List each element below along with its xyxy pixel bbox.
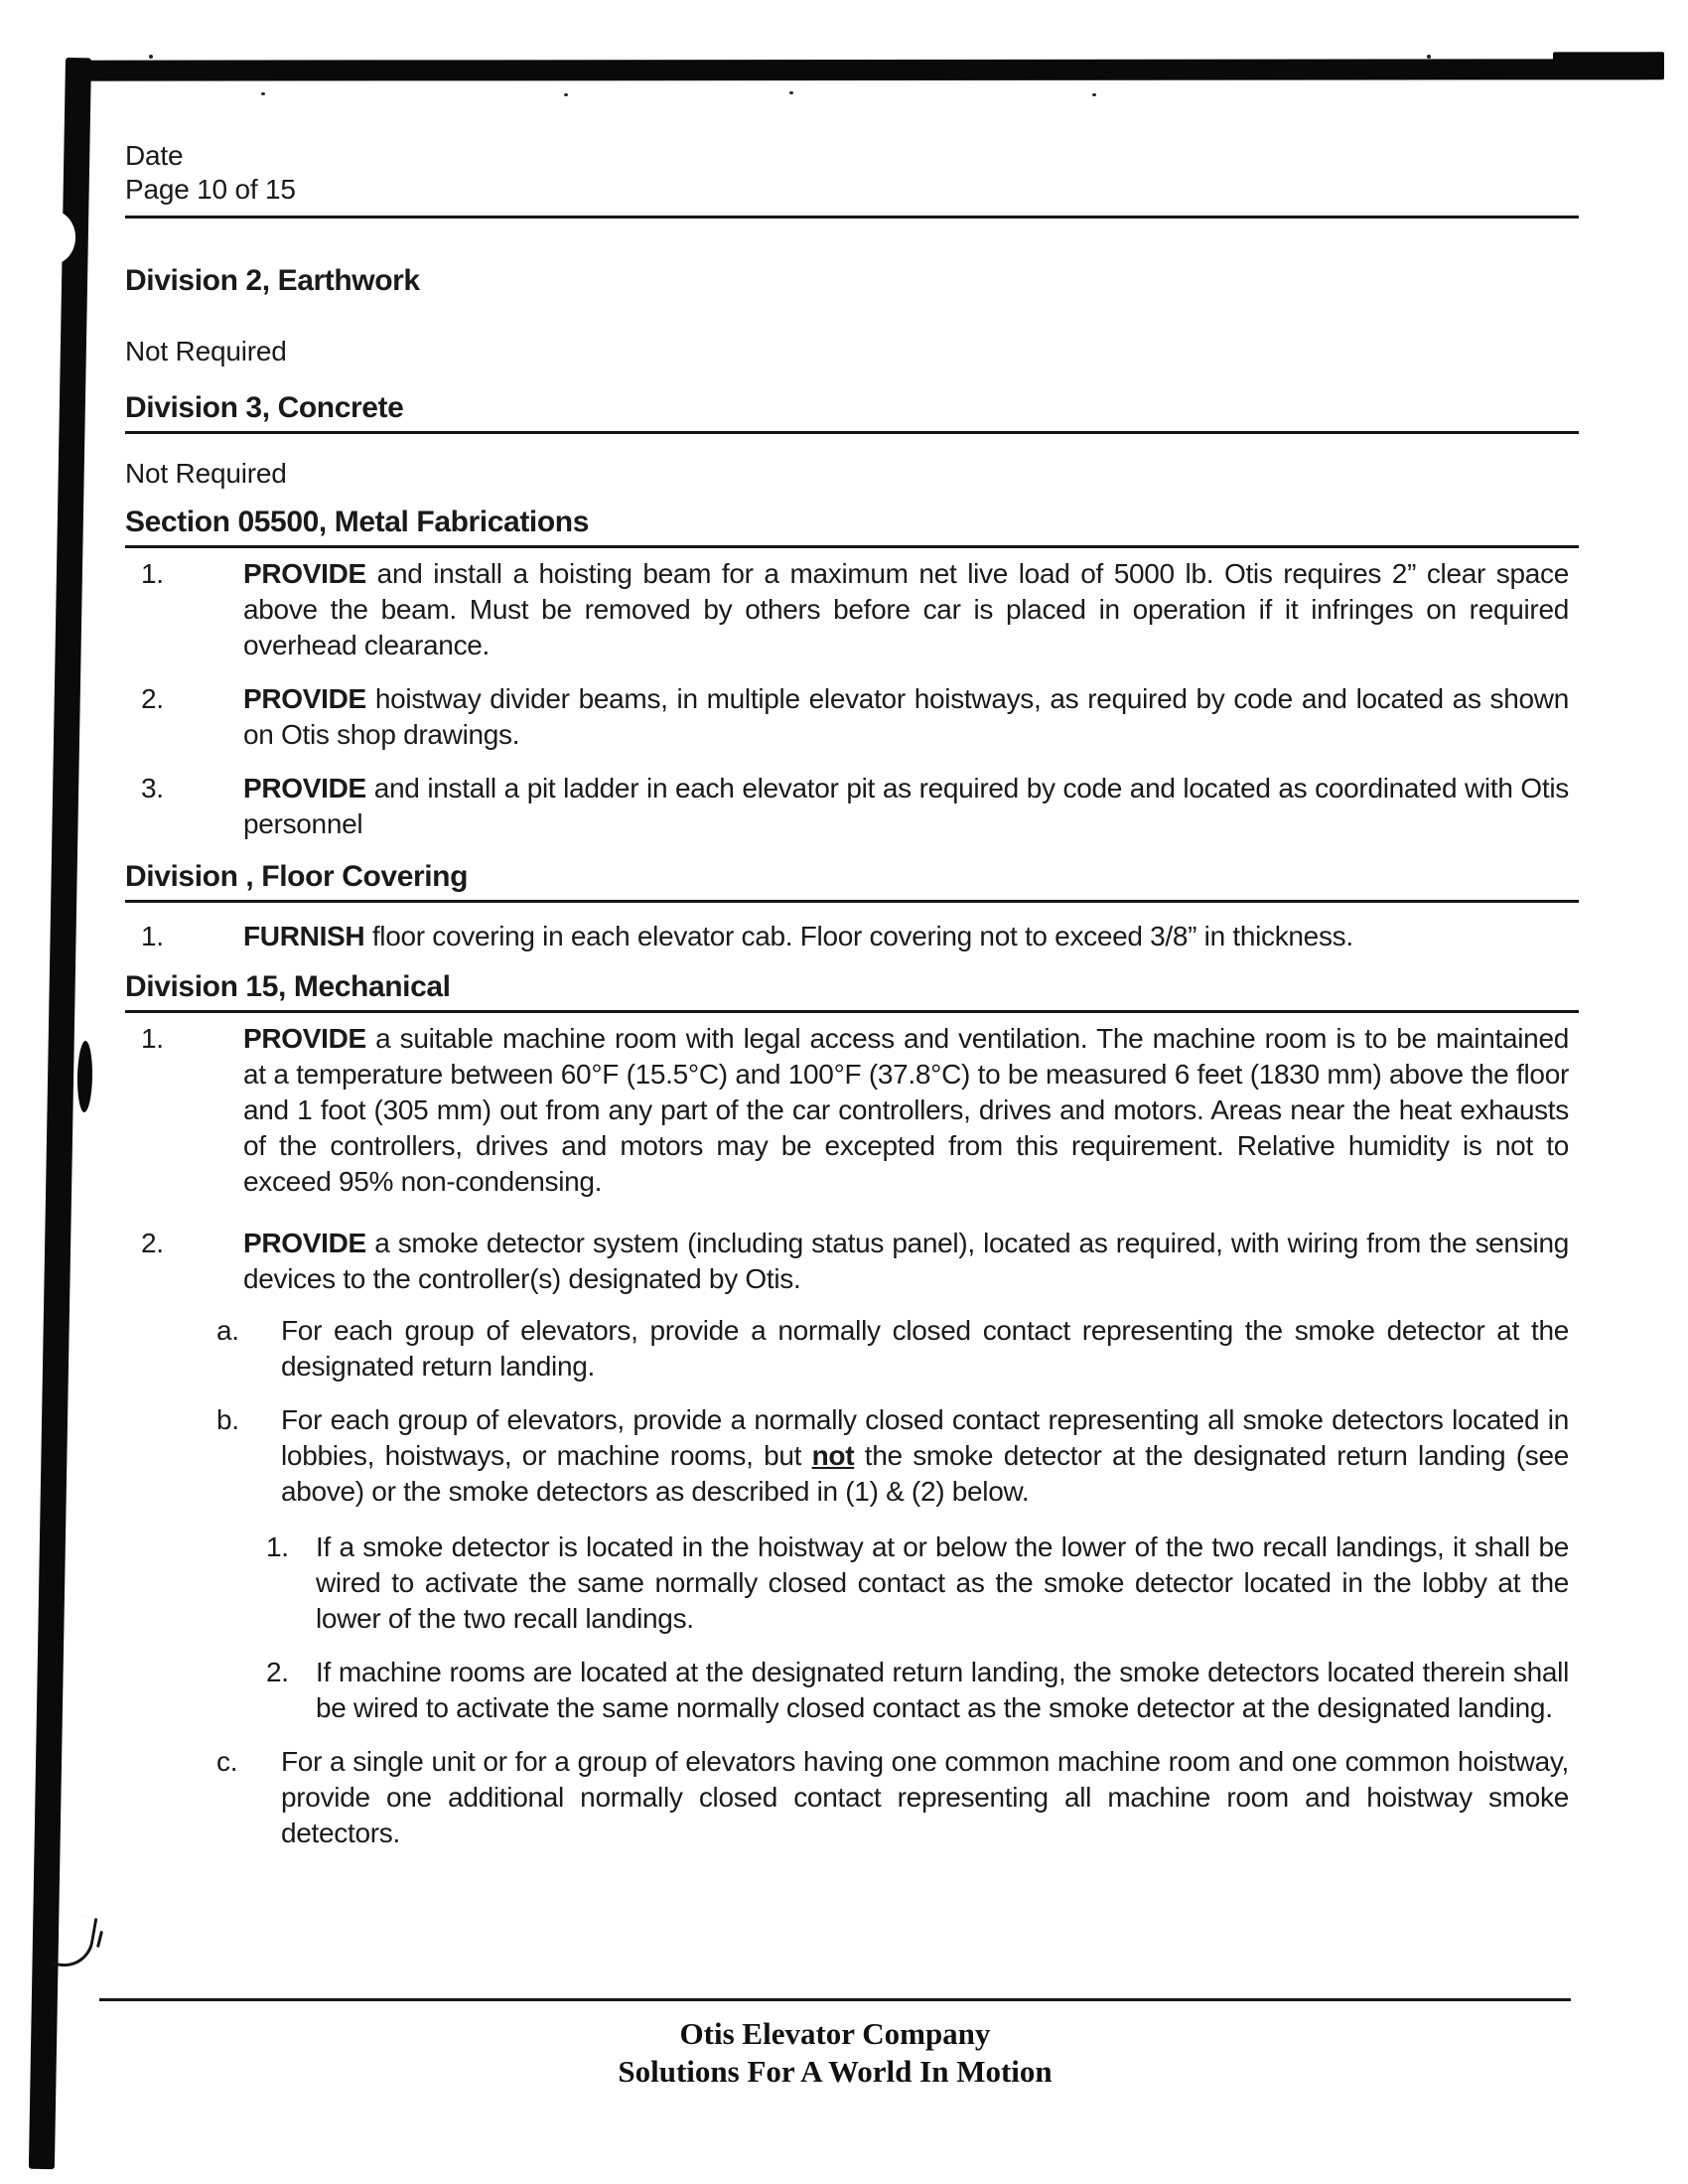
list-item-number: 3.: [141, 773, 164, 803]
list-item-text: FURNISH floor covering in each elevator cab. Floor covering not to exceed 3/8” in thickness.: [243, 921, 1353, 951]
lead-word: FURNISH: [243, 921, 365, 951]
list-item-05500-1: [141, 556, 1569, 663]
list-item-text: If a smoke detector is located in the hoistway at or below the lower of the two recall landings, it shall be wired to activate the same normally closed contact as the smoke detector located in the lobby at the lower of the two recall landings.: [316, 1531, 1569, 1634]
date-label: Date: [125, 140, 184, 171]
list-item-number: 2.: [141, 1228, 164, 1258]
list-item-div15-1: [141, 1021, 1569, 1200]
list-item-05500-2: [141, 681, 1569, 753]
list-item-text: PROVIDE a suitable machine room with legal access and ventilation. The machine room is to be maintained at a temperature between 60°F (15.5°C) and 100°F (37.8°C) to be measured 6 feet (1830 mm) above the floor and 1 foot (305 mm) out from any part of the car controllers, drives and motors. Areas near the heat exhausts of the controllers, drives and motors may be excepted from this requirement. Relative humidity is not to exceed 95% non-condensing.: [243, 1023, 1569, 1197]
list-item-number: 1.: [141, 921, 164, 951]
list-item-text: For each group of elevators, provide a normally closed contact representing the smoke detector at the designated return landing.: [281, 1315, 1569, 1382]
list-item-div15-2b-1: [266, 1529, 1569, 1637]
list-item-text: For each group of elevators, provide a normally closed contact representing all smoke detectors located in lobbies, hoistways, or machine rooms, but not the smoke detector at the designated return landing (see above) or the smoke detectors as described in (1) & (2) below.: [281, 1404, 1569, 1507]
list-item-div15-2b-2: [266, 1655, 1569, 1726]
list-item-floor-1: [141, 919, 1569, 954]
heading-division-15-mechanical: Division 15, Mechanical: [125, 970, 1579, 1013]
list-item-text: PROVIDE and install a hoisting beam for a maximum net live load of 5000 lb. Otis requires 2” clear space above the beam. Must be removed by others before car is placed in operation if it infringes on required overhead clearance.: [243, 558, 1569, 660]
heading-division-floor-covering: Division , Floor Covering: [125, 860, 1579, 903]
lead-word: PROVIDE: [243, 558, 366, 589]
division-3-body: Not Required: [125, 458, 287, 489]
list-item-div15-2b: [216, 1402, 1569, 1510]
list-item-number: c.: [216, 1746, 238, 1777]
list-item-number: 1.: [141, 1023, 164, 1054]
company-name: Otis Elevator Company: [679, 2016, 991, 2051]
list-item-number: 2.: [141, 683, 164, 714]
list-item-number: 2.: [266, 1657, 289, 1687]
list-item-div15-2c: [216, 1744, 1569, 1851]
lead-word: PROVIDE: [243, 1023, 366, 1054]
heading-division-2-earthwork: Division 2, Earthwork: [125, 264, 420, 297]
lead-word: PROVIDE: [243, 773, 366, 803]
list-item-number: b.: [216, 1404, 239, 1435]
heading-division-3-concrete: Division 3, Concrete: [125, 391, 1579, 434]
list-item-text: PROVIDE and install a pit ladder in each elevator pit as required by code and located as coordinated with Otis personnel: [243, 773, 1569, 839]
page-footer: [99, 1998, 1571, 2091]
document-header: [125, 139, 1579, 218]
division-2-body: Not Required: [125, 336, 287, 366]
heading-section-05500: Section 05500, Metal Fabrications: [125, 506, 1579, 548]
list-item-text: For a single unit or for a group of elevators having one common machine room and one common hoistway, provide one additional normally closed contact representing all machine room and hoistway smoke detectors.: [281, 1746, 1569, 1848]
list-item-text: PROVIDE hoistway divider beams, in multiple elevator hoistways, as required by code and located as shown on Otis shop drawings.: [243, 683, 1569, 750]
company-tagline: Solutions For A World In Motion: [618, 2054, 1053, 2089]
list-item-number: a.: [216, 1315, 239, 1346]
lead-word: PROVIDE: [243, 1228, 366, 1258]
list-item-div15-2a: [216, 1313, 1569, 1384]
emphasized-word: not: [811, 1440, 855, 1471]
list-item-text: If machine rooms are located at the designated return landing, the smoke detectors located therein shall be wired to activate the same normally closed contact as the smoke detector at the designated landing.: [316, 1657, 1569, 1723]
list-item-text: PROVIDE a smoke detector system (including status panel), located as required, with wiring from the sensing devices to the controller(s) designated by Otis.: [243, 1228, 1569, 1294]
list-item-div15-2: [141, 1226, 1569, 1297]
list-item-number: 1.: [141, 558, 164, 589]
list-item-05500-3: [141, 771, 1569, 842]
list-item-number: 1.: [266, 1531, 289, 1562]
lead-word: PROVIDE: [243, 683, 366, 714]
page-number: Page 10 of 15: [125, 174, 296, 205]
